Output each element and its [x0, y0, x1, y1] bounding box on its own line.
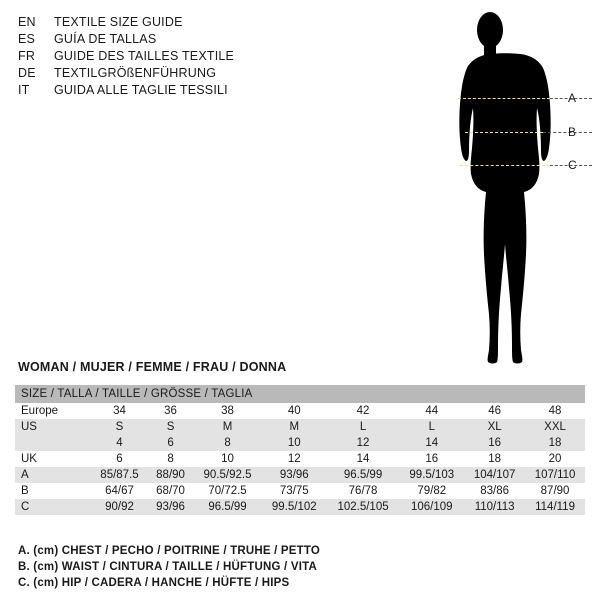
- cell: 68/70: [148, 483, 193, 499]
- cell: 42: [327, 403, 400, 419]
- cell: 76/78: [327, 483, 400, 499]
- row-label: UK: [15, 451, 91, 467]
- cell: 79/82: [399, 483, 464, 499]
- chest-measure-line: [458, 98, 550, 99]
- table-header-label: SIZE / TALLA / TAILLE / GRÖSSE / TAGLIA: [15, 385, 585, 403]
- row-label: A: [15, 467, 91, 483]
- cell: S: [148, 419, 193, 435]
- cell: 20: [525, 451, 585, 467]
- cell: 110/113: [464, 499, 525, 515]
- cell: XXL: [525, 419, 585, 435]
- cell: 93/96: [148, 499, 193, 515]
- section-title-woman: WOMAN / MUJER / FEMME / FRAU / DONNA: [18, 360, 287, 374]
- cell: 96.5/99: [193, 499, 262, 515]
- cell: 18: [525, 435, 585, 451]
- cell: 8: [193, 435, 262, 451]
- cell: 16: [464, 435, 525, 451]
- cell: M: [193, 419, 262, 435]
- language-header-block: [18, 14, 318, 99]
- cell: 8: [148, 451, 193, 467]
- language-code: EN: [18, 15, 36, 29]
- cell: 104/107: [464, 467, 525, 483]
- table-row: [15, 403, 585, 419]
- cell: L: [327, 419, 400, 435]
- language-code: DE: [18, 66, 36, 80]
- cell: M: [262, 419, 327, 435]
- cell: 99.5/102: [262, 499, 327, 515]
- cell: 106/109: [399, 499, 464, 515]
- cell: 107/110: [525, 467, 585, 483]
- legend-item-c: C. (cm) HIP / CADERA / HANCHE / HÜFTE / HIPS: [18, 577, 290, 589]
- row-label: C: [15, 499, 91, 515]
- language-title: GUÍA DE TALLAS: [54, 32, 157, 46]
- cell: 6: [91, 451, 148, 467]
- cell: 87/90: [525, 483, 585, 499]
- language-row: [18, 82, 318, 99]
- cell: 70/72.5: [193, 483, 262, 499]
- row-label: B: [15, 483, 91, 499]
- cell: 90/92: [91, 499, 148, 515]
- cell: 83/86: [464, 483, 525, 499]
- cell: 14: [399, 435, 464, 451]
- size-table: [15, 385, 585, 515]
- cell: 99.5/103: [399, 467, 464, 483]
- language-row: [18, 14, 318, 31]
- table-header-row: [15, 385, 585, 403]
- cell: 48: [525, 403, 585, 419]
- cell: 34: [91, 403, 148, 419]
- cell: 38: [193, 403, 262, 419]
- language-title: GUIDA ALLE TAGLIE TESSILI: [54, 83, 228, 97]
- cell: 10: [262, 435, 327, 451]
- cell: 14: [327, 451, 400, 467]
- cell: 12: [262, 451, 327, 467]
- measurement-legend: [18, 543, 320, 591]
- language-title: TEXTILE SIZE GUIDE: [54, 15, 183, 29]
- measure-label-a: A: [568, 91, 577, 105]
- language-row: [18, 31, 318, 48]
- row-label: [15, 435, 91, 451]
- legend-item-b: B. (cm) WAIST / CINTURA / TAILLE / HÜFTUNG / VITA: [18, 561, 317, 573]
- hip-measure-line: [460, 165, 550, 166]
- legend-item-a: A. (cm) CHEST / PECHO / POITRINE / TRUHE / PETTO: [18, 545, 321, 557]
- row-label: Europe: [15, 403, 91, 419]
- cell: 102.5/105: [327, 499, 400, 515]
- female-silhouette-figure: [440, 6, 577, 376]
- table-row: [15, 467, 585, 483]
- cell: 73/75: [262, 483, 327, 499]
- cell: 85/87.5: [91, 467, 148, 483]
- measure-label-b: B: [568, 125, 577, 139]
- body-silhouette-icon: [440, 6, 570, 376]
- language-row: [18, 65, 318, 82]
- cell: 40: [262, 403, 327, 419]
- language-code: IT: [18, 83, 30, 97]
- cell: 88/90: [148, 467, 193, 483]
- cell: 6: [148, 435, 193, 451]
- cell: L: [399, 419, 464, 435]
- table-row: [15, 451, 585, 467]
- cell: 36: [148, 403, 193, 419]
- cell: 114/119: [525, 499, 585, 515]
- table-row: [15, 483, 585, 499]
- language-title: GUIDE DES TAILLES TEXTILE: [54, 49, 235, 63]
- measure-label-c: C: [568, 158, 577, 172]
- cell: XL: [464, 419, 525, 435]
- cell: 96.5/99: [327, 467, 400, 483]
- cell: 90.5/92.5: [193, 467, 262, 483]
- cell: 93/96: [262, 467, 327, 483]
- table-row: [15, 499, 585, 515]
- language-code: ES: [18, 32, 36, 46]
- language-row: [18, 48, 318, 65]
- cell: 44: [399, 403, 464, 419]
- cell: 46: [464, 403, 525, 419]
- cell: 10: [193, 451, 262, 467]
- cell: 12: [327, 435, 400, 451]
- row-label: US: [15, 419, 91, 435]
- language-code: FR: [18, 49, 36, 63]
- language-title: TEXTILGRÖßENFÜHRUNG: [54, 66, 217, 80]
- cell: S: [91, 419, 148, 435]
- cell: 4: [91, 435, 148, 451]
- cell: 64/67: [91, 483, 148, 499]
- table-row: [15, 435, 585, 451]
- waist-measure-line: [465, 132, 543, 133]
- table-row: [15, 419, 585, 435]
- cell: 18: [464, 451, 525, 467]
- cell: 16: [399, 451, 464, 467]
